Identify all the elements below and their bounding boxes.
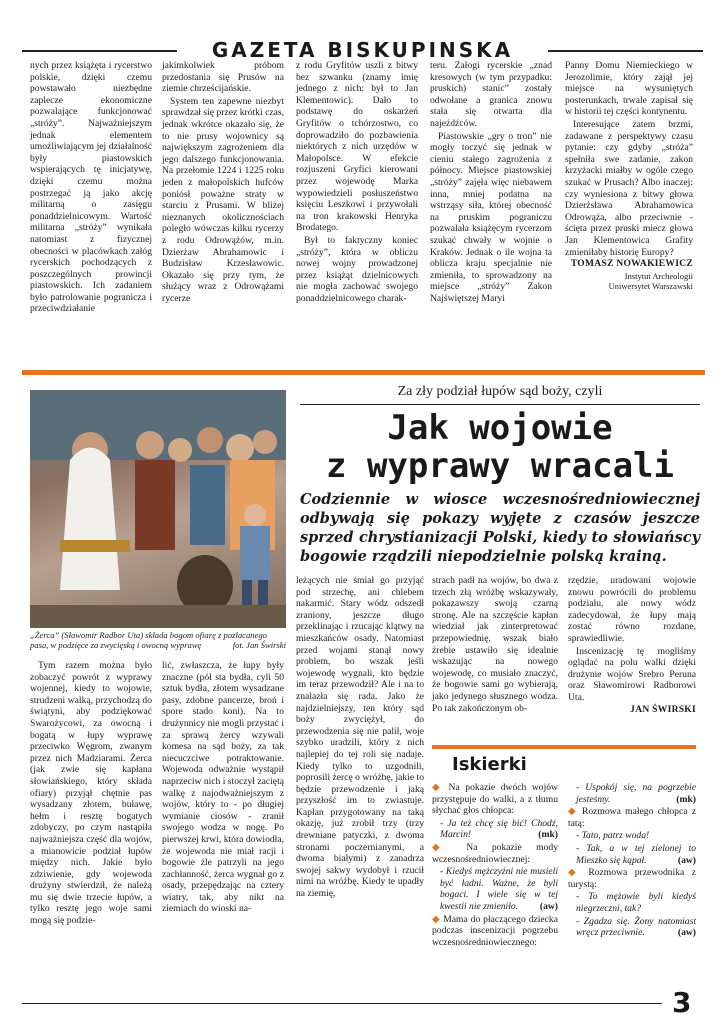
- masthead-title: GAZETA BISKUPINSKA: [211, 38, 514, 62]
- paragraph: nych przez książęta i rycerstwo polskie, dzięki czemu powstawało niezbędne zaplecze ekonomiczne pozwalające funkcjonować „stróży”. Najważniejszym jednak elementem umożliwiającym jej działalność były piastowskich wspierających tę inicjatywę, dzięki czemu można postrzegać ją jako akcję militarną o zasięgu ponaddzielnicowym. Wartość militarna „stróży” wynikała natomiast z fizycznej obecności w placówkach załóg rycerskich pochodzących z poszczególnych prowincji piastowskich. Ich zadaniem było patrolowanie pogranicza i przeciwdziałanie: [30, 60, 152, 315]
- author-affiliation: Uniwersytet Warszawski: [608, 280, 693, 291]
- author-signature: TOMASZ NOWAKIEWICZ: [570, 259, 693, 270]
- anecdote-text: Rozmowa przewodnika z turystą:: [568, 867, 696, 890]
- bullet-diamond-icon: ◆: [432, 841, 467, 853]
- caption-text: „Żerca” (Sławomir Radbor Uta) składa bogom ofiarę z pozłacanego pasa, w podzięce za zwycięską i owocną wyprawę: [30, 630, 267, 650]
- anecdote-quote: [568, 830, 696, 842]
- bullet-diamond-icon: ◆: [432, 913, 444, 925]
- paragraph: leżących nie śmiał go przyjąć pod strzechę, ani chlebem nakarmić. Stary wódz odszedł zraniony, jeszcze długo przeklinając i rzucając klątwy na mieszkańców osady. Natomiast przed wojami stanął nowy problem, bo wszak jeśli wojewodę wygnali, kto będzie im teraz przewodził? Ale i na to znalazła się rada. Jako że najdzielniejszy, ten który sąd boży zwyciężył, do przewodzenia się nie palił, woje szybko uradzili, który z nich najlepiej do tej roli się nadaje. Kiedy tylko to uzgodnili, poprosili żercę o wróżbę, jakie to będzie przewodzenie i jaką przyszłość im to zwiastuje. Kapłan przygotowany na taką okazję, już zrobił trzy (trzy drewniane patyczki, z dwoma stronami poczernianymi, a dwoma białymi) z zanadrza swojej sakwy wydobył i rzucił nimi na wróżbę. Kiedy te upadły na ziemię,: [296, 575, 424, 900]
- bullet-diamond-icon: ◆: [568, 867, 589, 879]
- main-article-col-4: [432, 575, 558, 715]
- anecdote-text: Na pokazie dwóch wojów przystępuje do walki, a z tłumu słychać głos chłopca:: [432, 782, 558, 817]
- anecdote-intro: [432, 782, 558, 817]
- photo-illustration: [30, 390, 286, 628]
- article-kicker: Za zły podział łupów sąd boży, czyli: [397, 384, 603, 399]
- paragraph: jakimkolwiek próbom przedostania się Prusów na ziemie chrześcijańskie.: [162, 60, 284, 95]
- paragraph: Tym razem można było zobaczyć powrót z wyprawy wojennej, kiedy to wojowie, strudzeni walką, przychodzą do świątyni, aby podziękować Swarożycowi, za owocną i bogatą w łupy wyprawę przeciwko Węgrom, zwanym przez nich Madziarami. Żerca (jak zwie się kapłana słowiańskiego, który składa ofiary) przyjął chętnie pas wysadzany złotem, buławę, hełm i resztę bogatych zdobyczy, po czym nastąpiła najważniejsza część dla wojów, a mianowicie podział łupów między nich. Jakie było zdziwienie, gdy wojewoda drużyny stwierdził, że należą mu się dwie trzecie łupów, a tylko resztę jego woje sami mogą się podzie-: [30, 660, 152, 927]
- anecdote-intro: [568, 806, 696, 829]
- quote-text: - Ja też chcę się bić! Chodź, Marcin!: [440, 817, 558, 841]
- article-headline-line-1: Jak wojowie: [387, 408, 613, 448]
- bullet-diamond-icon: ◆: [432, 782, 449, 793]
- author-affiliation: Instytut Archeologii: [624, 270, 693, 281]
- quote-text: - Tak, a w tej zielonej to Mieszko się kąpał.: [576, 842, 696, 866]
- bullet-diamond-icon: ◆: [568, 806, 582, 818]
- paragraph: rzędzie, uradowani wojowie znowu powrócili do problemu podziału, ale nowy wódz zadecydował, że łupy mają zostać równo rozdane, sprawiedliwie.: [568, 575, 696, 644]
- paragraph: System ten zapewne niezbyt sprawdzał się przez krótki czas, jednak wkrótce okazało się, że to nie prusy wojownicy są największym zagrożeniem dla jego dalszego funkcjonowania. Na przełomie 1224 i 1225 roku jeden z małopolskich hufców poniósł poważne straty w starciu z Prusami. W bliżej nieznanych okolicznościach poległo wówczas kilku rycerzy z rodu Odrowążów, m.in. Dzierżaw Abrahamowic i Budzisław Krzesławowic. Okazało się przy tym, że służący wraz z Odrowążami rycerze: [162, 95, 284, 304]
- section-divider: [22, 370, 705, 375]
- main-article-col-2: [162, 660, 284, 916]
- paragraph: Interesujące zatem brzmi, zadawane z perspektywy czasu pytanie: czy gdyby „stróża” spełniła swe zadanie, zakon krzyżacki miałby w ogóle czego szukać w Prusach? Albo inaczej: czy wyniesiona z bitwy głowa Dzierżsława Abrahamowica Odrowąża, albo przeciwnie - ścięta przez pruski miecz głowa Jan Klementowica Grafity zmieniłaby historię Europy?: [565, 118, 693, 258]
- paragraph: Piastowskie „gry o tron” nie mogły toczyć się jednak w cieniu stałego zagrożenia z północy. Miejsce piastowskiej „stróży” zajęła więc niebawem inna, mniej podatna na wstrząsy siła, której obecność na pruskim pograniczu pozwalała książęcym rycerzom szukać chwały w wojnie o Kraków. Jednak o ile wojna ta oblicza kraju specjalnie nie zmieniła, to sprowadzony na miejsce „stróży” Zakon Najświętszej Maryi: [430, 130, 552, 304]
- anecdote-intro: [432, 914, 558, 949]
- quote-signature: (aw): [539, 900, 558, 912]
- kicker-rule: [300, 404, 700, 405]
- article-headline-line-2: z wyprawy wracali: [326, 446, 674, 486]
- quote-text: - To mężowie byli kiedyś niegrzeczni, tak?: [576, 891, 696, 914]
- footer-rule: [22, 1003, 662, 1004]
- top-article-col-3: [296, 60, 418, 305]
- top-article-col-5: [565, 60, 693, 291]
- paragraph: Panny Domu Niemieckiego w Jerozolimie, który zajął jej miejsce na wysuniętych posterunkach, trwale zapisał się w historii tej części kontynentu.: [565, 60, 693, 118]
- main-article-col-1: [30, 660, 152, 928]
- iskierki-col-1: [432, 782, 558, 949]
- photo-caption: [30, 630, 286, 650]
- page-number: 3: [672, 986, 692, 1019]
- top-article-col-2: [162, 60, 284, 305]
- quote-signature: (aw): [677, 854, 696, 866]
- quote-signature: (mk): [538, 829, 558, 841]
- anecdote-text: Na pokazie mody wczesnośredniowiecznej:: [432, 841, 558, 865]
- paragraph: lić, zwłaszcza, że łupy były znaczne (pół sta bydła, cyli 50 sztuk bydła, złotem wysadzane pasy, zdobne pancerze, broń i spore stado koni). Na to drużynnicy nie mogli przystać i za sprawą żercy wzywali komesa na sąd boży, za tak niecuczciwe potraktowanie. Wojewoda odważnie wystąpił naprzeciw nich i stoczył zaciętą walkę z najodważniejszym z wojów, który to - po długiej wymianie ciosów - zranił swojego wodza w nogę. Po pierwszej krwi, która dowiodła, że wojewoda nie miał racji i bogowie źle patrzyli na jego zachłanność, żerca wygnał go z osady, przepędzając na cztery wiatry, tak, aby nikt na ziemiach do wioski na-: [162, 660, 284, 915]
- quote-text: - Tato, patrz woda!: [576, 830, 650, 842]
- article-lead: Codziennie w wiosce wczesnośredniowiecznej odbywają się pokazy wyjęte z czasów jeszcze sprzed chrystianizacji Polski, kiedy to słowiańscy bogowie rządzili niepodzielnie polską krainą.: [300, 491, 700, 565]
- main-article-col-5: [568, 575, 696, 716]
- quote-text: - Uspokój się, na pogrzebie jesteśmy.: [576, 782, 696, 805]
- main-article-col-3: [296, 575, 424, 901]
- anecdote-intro: [432, 842, 558, 865]
- anecdote-quote: [568, 782, 696, 805]
- paragraph: strach padł na wojów, bo dwa z trzech złą wróżbę wskazywały, pokazawszy swoją czarną stronę. Ale na szczęście kapłan wiedział jak zinterpretować przepowiednię, wszak biało żrebie ustawiło się idealnie wskazując na nowego wojewodę, co musiało znaczyć, że bogowie sami go wybierają, jako jedynego słusznego wodza. Po tak zakończonym ob-: [432, 575, 558, 714]
- photo-zerca-offering: [30, 390, 286, 628]
- anecdote-quote: [568, 843, 696, 866]
- iskierki-title: Iskierki: [452, 754, 527, 775]
- paragraph: Był to faktyczny koniec „stróży”, która w obliczu nowej wojny prowadzonej przez książąt dzielnicowych nie mogła zachować swojego ponaddzielnicowego charak-: [296, 234, 418, 304]
- author-signature: JAN ŚWIRSKI: [630, 704, 696, 715]
- iskierki-top-rule: [432, 745, 696, 749]
- iskierki-col-2: [568, 782, 696, 940]
- anecdote-quote: [568, 916, 696, 939]
- paragraph: teru. Załogi rycerskie „znad kresowych (w tym przypadku: pruskich) stanic” zostały odwołane a granica znowu stała się otwarta dla najeźdźców.: [430, 60, 552, 129]
- quote-signature: (aw): [677, 927, 696, 939]
- paragraph: z rodu Gryfitów uszli z bitwy bez szwanku (znamy imię jednego z nich: był to Jan Klementowic). Dało to podstawę do oskarżeń Gryfitów o tchórzostwo, co doprowadziło do pozbawienia niektórych z nich urzędów w Małopolsce. W efekcie rozjuszeni Gryfici kierowani przez wojewodę Marka wypowiedzieli posłuszeństwo księciu Leszkowi i przywołali na tron krakowski Henryka Brodatego.: [296, 60, 418, 234]
- quote-signature: (mk): [676, 793, 696, 805]
- top-article-col-1: [30, 60, 152, 316]
- quote-text: - Kiedyś mężczyźni nie musieli być ładni. Ważne, że byli bogaci. I wiele się w tej kwestii nie zmieniło.: [440, 866, 558, 912]
- top-article-col-4: [430, 60, 552, 305]
- anecdote-intro: [568, 867, 696, 890]
- anecdote-quote: [432, 866, 558, 912]
- anecdote-text: Mama do płaczącego dziecka podczas inscenizacji pogrzebu wczesnośredniowiecznego:: [432, 913, 558, 948]
- paragraph: Inscenizację tę mogliśmy oglądać na polu walki dzięki drużynie wojów Srebro Peruna oraz Sławomirowi Radborowi Uta.: [568, 645, 696, 703]
- photo-credit: fot. Jan Świrski: [232, 640, 286, 650]
- anecdote-text: Rozmowa małego chłopca z tatą:: [568, 806, 696, 829]
- anecdote-quote: [568, 891, 696, 914]
- quote-text: - Zgadza się. Żony natomiast wręcz przeciwnie.: [576, 915, 696, 939]
- anecdote-quote: [432, 818, 558, 841]
